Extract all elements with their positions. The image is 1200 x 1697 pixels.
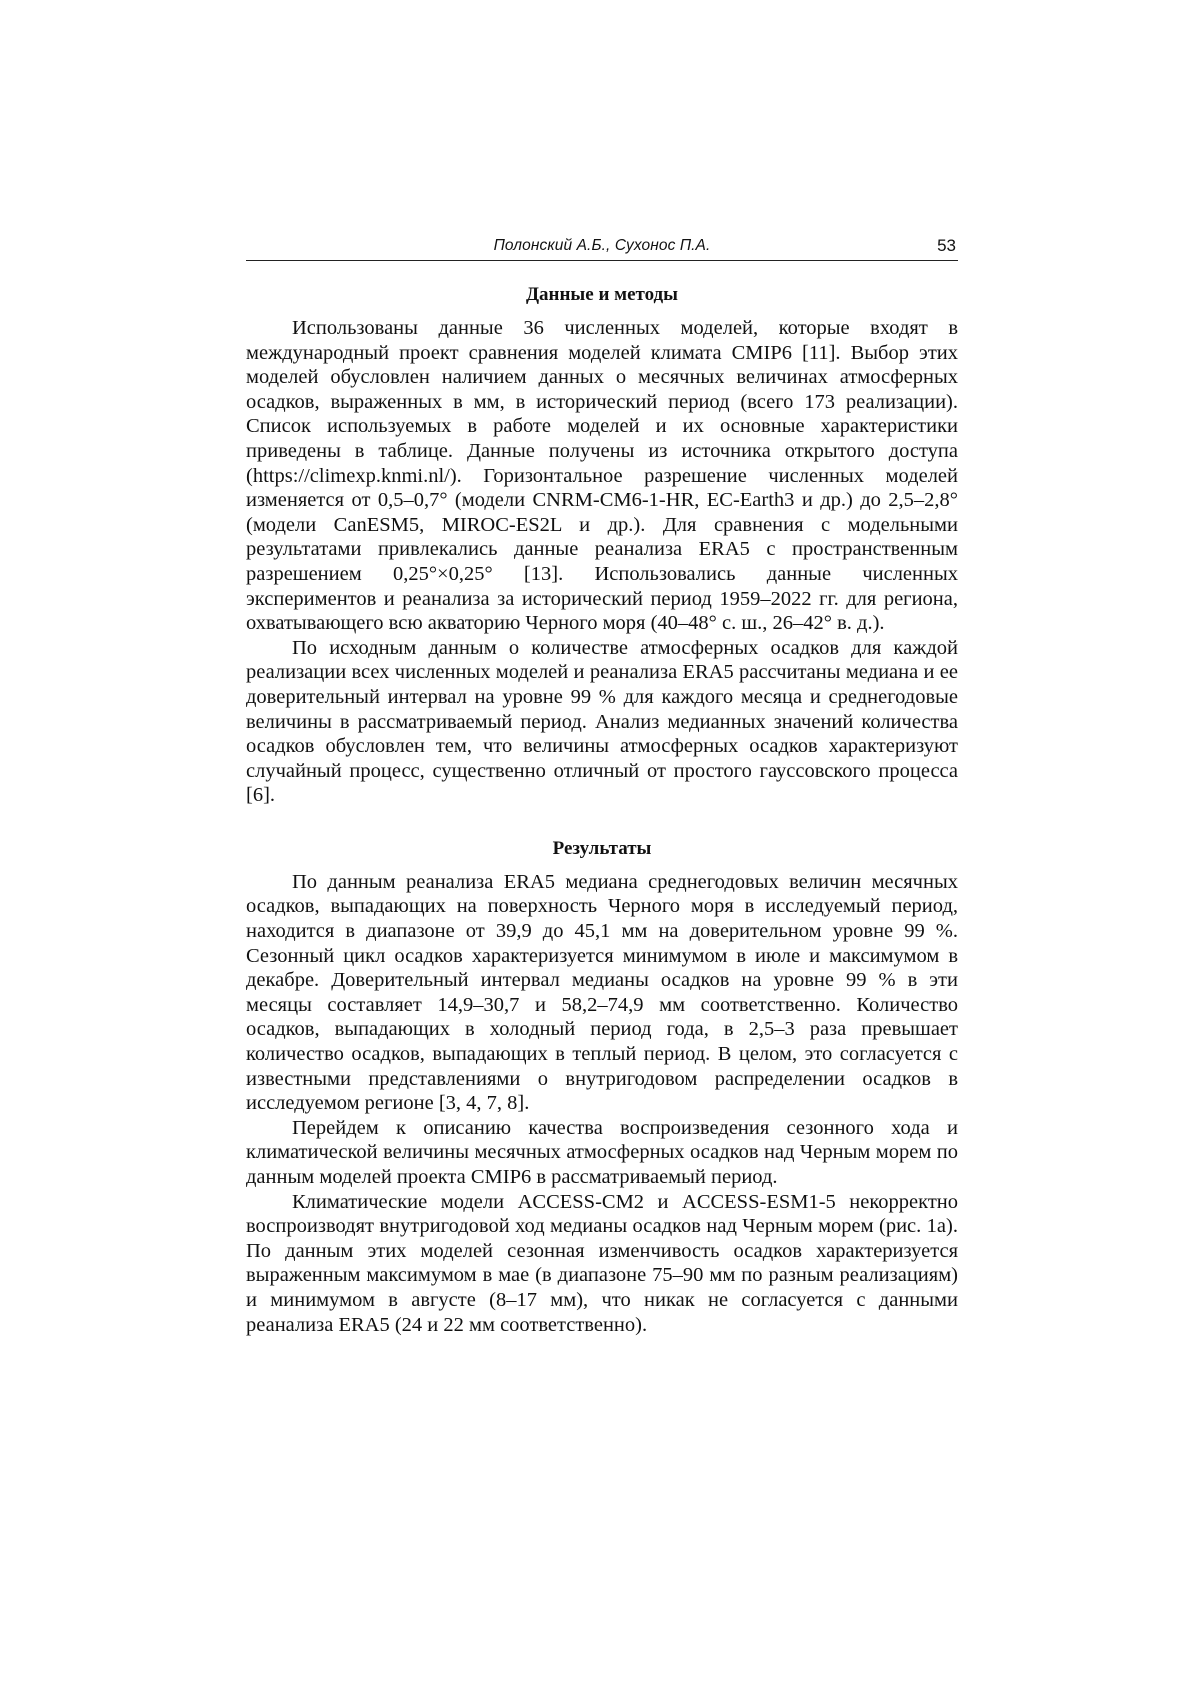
paragraph: Климатические модели ACCESS-CM2 и ACCESS-ESM1-5 некорректно воспроизводят внутригодовой ход медианы осадков над Черным морем (рис. 1a). По данным этих моделей сезонная изменчивость осадков характеризуется выраженным максимумом в мае (в диапазоне 75–90 мм по разным реализациям) и минимумом в августе (8–17 мм), что никак не согласуется с данными реанализа ERA5 (24 и 22 мм соответственно). [246,1190,958,1336]
section-body-results [246,870,958,1337]
paragraph: По данным реанализа ERA5 медиана среднегодовых величин месячных осадков, выпадающих на поверхность Черного моря в исследуемый период, находится в диапазоне от 39,9 до 45,1 мм на доверительном уровне 99 %. Сезонный цикл осадков характеризуется минимумом в июле и максимумом в декабре. Доверительный интервал медианы осадков на уровне 99 % в эти месяцы составляет 14,9–30,7 и 58,2–74,9 мм соответственно. Количество осадков, выпадающих в холодный период года, в 2,5–3 раза превышает количество осадков, выпадающих в теплый период. В целом, это согласуется с известными представлениями о внутригодовом распределении осадков в исследуемом регионе [3, 4, 7, 8]. [246,870,958,1115]
header-authors: Полонский А.Б., Сухонос П.А. [493,237,711,254]
section-title-data-and-methods: Данные и методы [525,284,679,305]
paragraph: По исходным данным о количестве атмосферных осадков для каждой реализации всех численных моделей и реанализа ERA5 рассчитаны медиана и ее доверительный интервал на уровне 99 % для каждого месяца и среднегодовые величины в рассматриваемый период. Анализ медианных значений количества осадков обусловлен тем, что величины атмосферных осадков характеризуют случайный процесс, существенно отличный от простого гауссовского процесса [6]. [246,636,958,807]
page-number: 53 [937,236,956,255]
paragraph: Использованы данные 36 численных моделей, которые входят в международный проект сравнения моделей климата CMIP6 [11]. Выбор этих моделей обусловлен наличием данных о месячных величинах атмосферных осадков, выраженных в мм, в исторический период (всего 173 реализации). Список используемых в работе моделей и их основные характеристики приведены в таблице. Данные получены из источника открытого доступа (https://climexp.knmi.nl/). Горизонтальное разрешение численных моделей изменяется от 0,5–0,7° (модели CNRM-CM6-1-HR, EC-Earth3 и др.) до 2,5–2,8° (модели CanESM5, MIROC-ES2L и др.). Для сравнения с модельными результатами привлекались данные реанализа ERA5 с пространственным разрешением 0,25°×0,25° [13]. Использовались данные численных экспериментов и реанализа за исторический период 1959–2022 гг. для региона, охватывающего всю акваторию Черного моря (40–48° с. ш., 26–42° в. д.). [246,317,958,635]
paragraph: Перейдем к описанию качества воспроизведения сезонного хода и климатической величины месячных атмосферных осадков над Черным морем по данным моделей проекта CMIP6 в рассматриваемый период. [246,1116,958,1188]
section-body-data-and-methods [246,316,958,808]
running-header [246,236,958,261]
section-title-results: Результаты [552,837,652,859]
journal-page [246,236,958,1337]
